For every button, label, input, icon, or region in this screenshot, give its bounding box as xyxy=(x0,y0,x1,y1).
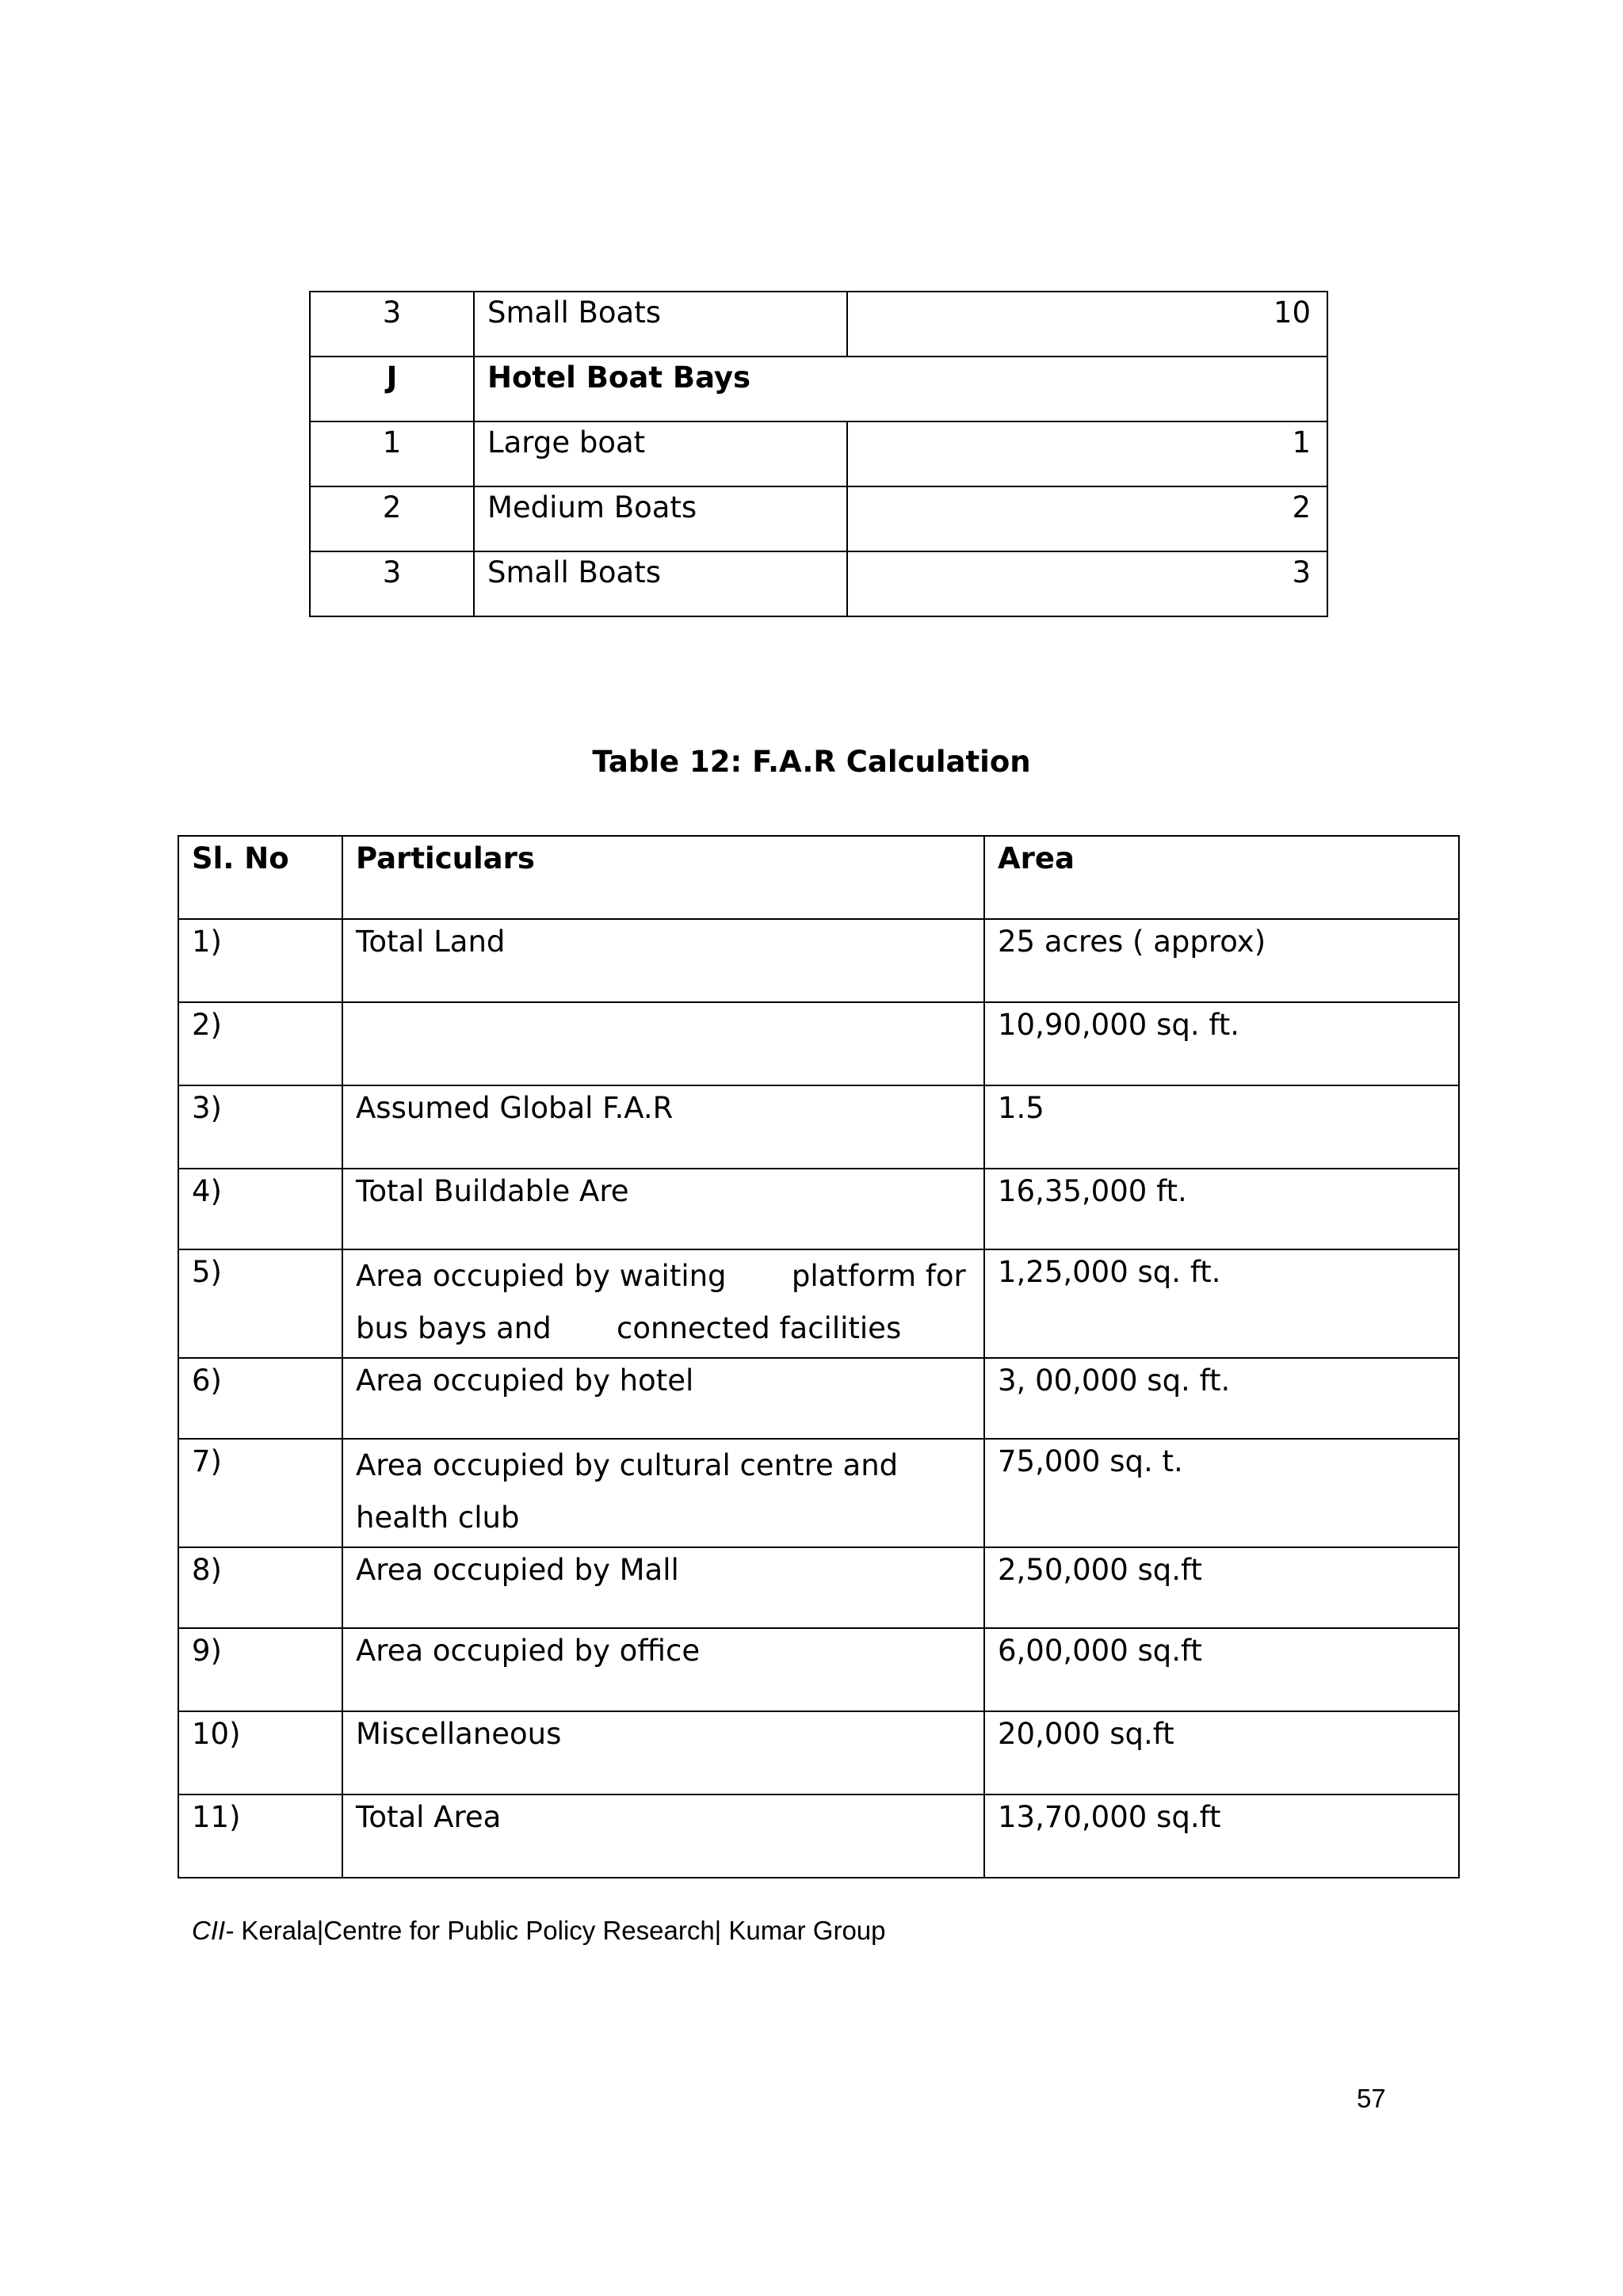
cell-sl-no: 7) xyxy=(178,1439,342,1547)
cell-area: 2,50,000 sq.ft xyxy=(984,1547,1459,1628)
cell-sl-no: 6) xyxy=(178,1358,342,1439)
table-row xyxy=(310,292,1327,357)
table-header-row xyxy=(178,836,1459,919)
row-label: Medium Boats xyxy=(474,486,847,551)
page-footer xyxy=(192,1916,886,1946)
cell-particulars: Total Land xyxy=(342,919,984,1002)
table-caption: Table 12: F.A.R Calculation xyxy=(592,745,1031,779)
row-label: Large boat xyxy=(474,421,847,486)
cell-area: 3, 00,000 sq. ft. xyxy=(984,1358,1459,1439)
cell-area: 1,25,000 sq. ft. xyxy=(984,1249,1459,1358)
row-label: Small Boats xyxy=(474,551,847,616)
table-row xyxy=(178,1628,1459,1711)
section-title: Hotel Boat Bays xyxy=(474,357,1327,421)
cell-sl-no: 8) xyxy=(178,1547,342,1628)
footer-text: Kerala|Centre for Public Policy Research| Kumar Group xyxy=(234,1916,886,1945)
table-row xyxy=(178,1439,1459,1547)
cell-sl-no: 2) xyxy=(178,1002,342,1085)
boat-bays-table xyxy=(309,291,1328,617)
far-calculation-table xyxy=(178,835,1460,1878)
header-area: Area xyxy=(984,836,1459,919)
cell-sl-no: 10) xyxy=(178,1711,342,1794)
cell-particulars: Assumed Global F.A.R xyxy=(342,1085,984,1169)
table-row xyxy=(178,1547,1459,1628)
cell-sl-no: 1) xyxy=(178,919,342,1002)
cell-area: 1.5 xyxy=(984,1085,1459,1169)
cell-sl-no: 5) xyxy=(178,1249,342,1358)
page-number: 57 xyxy=(1357,2084,1386,2113)
cell-particulars: Total Buildable Are xyxy=(342,1169,984,1249)
table-row xyxy=(178,1085,1459,1169)
cell-area: 25 acres ( approx) xyxy=(984,919,1459,1002)
row-number: 1 xyxy=(310,421,474,486)
table-row xyxy=(178,1358,1459,1439)
cell-particulars: Area occupied by cultural centre and health club xyxy=(342,1439,984,1547)
row-number: 3 xyxy=(310,551,474,616)
row-number: 3 xyxy=(310,292,474,357)
table-row xyxy=(310,551,1327,616)
cell-particulars xyxy=(342,1002,984,1085)
cell-particulars: Area occupied by Mall xyxy=(342,1547,984,1628)
header-particulars: Particulars xyxy=(342,836,984,919)
cell-area: 16,35,000 ft. xyxy=(984,1169,1459,1249)
table-row xyxy=(178,1794,1459,1878)
row-value: 10 xyxy=(847,292,1327,357)
cell-particulars: Total Area xyxy=(342,1794,984,1878)
cell-sl-no: 9) xyxy=(178,1628,342,1711)
table-row xyxy=(178,1249,1459,1358)
table-row xyxy=(178,919,1459,1002)
table-row xyxy=(310,421,1327,486)
cell-area: 10,90,000 sq. ft. xyxy=(984,1002,1459,1085)
cell-area: 13,70,000 sq.ft xyxy=(984,1794,1459,1878)
row-value: 2 xyxy=(847,486,1327,551)
cell-area: 75,000 sq. t. xyxy=(984,1439,1459,1547)
table-row xyxy=(178,1169,1459,1249)
table-section-row xyxy=(310,357,1327,421)
cell-area: 20,000 sq.ft xyxy=(984,1711,1459,1794)
header-sl-no: Sl. No xyxy=(178,836,342,919)
cell-particulars: Miscellaneous xyxy=(342,1711,984,1794)
row-value: 3 xyxy=(847,551,1327,616)
section-letter: J xyxy=(310,357,474,421)
row-value: 1 xyxy=(847,421,1327,486)
cell-sl-no: 4) xyxy=(178,1169,342,1249)
cell-area: 6,00,000 sq.ft xyxy=(984,1628,1459,1711)
cell-sl-no: 11) xyxy=(178,1794,342,1878)
table-row xyxy=(178,1711,1459,1794)
cell-sl-no: 3) xyxy=(178,1085,342,1169)
footer-org-prefix: CII- xyxy=(192,1916,235,1945)
table-row xyxy=(310,486,1327,551)
cell-particulars: Area occupied by hotel xyxy=(342,1358,984,1439)
cell-particulars: Area occupied by office xyxy=(342,1628,984,1711)
row-number: 2 xyxy=(310,486,474,551)
table-row xyxy=(178,1002,1459,1085)
cell-particulars: Area occupied by waiting platform for bus bays and connected facilities xyxy=(342,1249,984,1358)
row-label: Small Boats xyxy=(474,292,847,357)
